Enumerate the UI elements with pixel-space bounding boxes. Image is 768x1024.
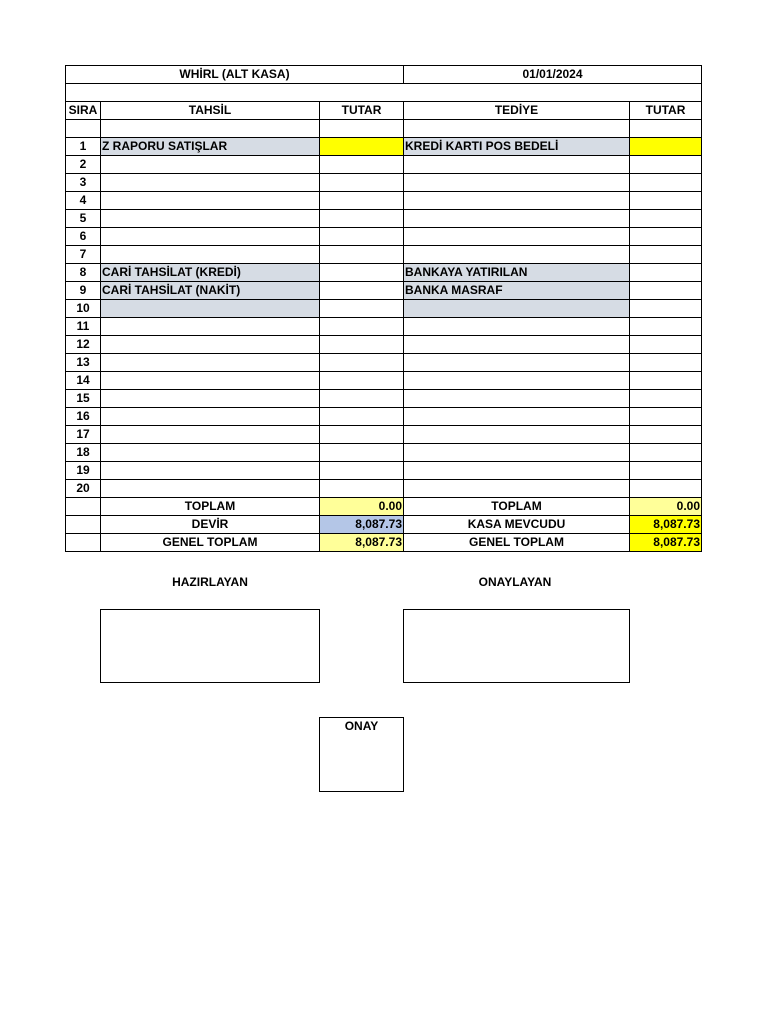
summary-left-label[interactable]: GENEL TOPLAM: [101, 534, 320, 552]
tutar-right-cell[interactable]: [630, 462, 702, 480]
tahsil-cell[interactable]: [101, 246, 320, 264]
table-row: [66, 480, 702, 498]
cash-sheet: [65, 65, 701, 552]
tutar-right-cell[interactable]: [630, 228, 702, 246]
tutar-left-cell[interactable]: [320, 390, 404, 408]
tediye-cell[interactable]: [404, 246, 630, 264]
table-row: [66, 192, 702, 210]
approved-label: ONAYLAYAN: [478, 575, 552, 589]
prepared-signature-box[interactable]: [100, 609, 320, 683]
table-row: [66, 228, 702, 246]
summary-right-label[interactable]: KASA MEVCUDU: [404, 516, 630, 534]
table-row: [66, 174, 702, 192]
tediye-cell[interactable]: [404, 372, 630, 390]
tediye-cell[interactable]: BANKAYA YATIRILAN: [404, 264, 630, 282]
table-row: [66, 336, 702, 354]
tediye-cell[interactable]: [404, 336, 630, 354]
cash-table: [65, 65, 702, 552]
tediye-cell[interactable]: KREDİ KARTI POS BEDELİ: [404, 138, 630, 156]
table-row: [66, 372, 702, 390]
tutar-left-cell[interactable]: [320, 138, 404, 156]
tahsil-cell[interactable]: [101, 228, 320, 246]
tahsil-cell[interactable]: [101, 408, 320, 426]
tutar-left-cell[interactable]: [320, 228, 404, 246]
col-header-tutar-left[interactable]: TUTAR: [320, 102, 404, 120]
blank-cell[interactable]: [66, 516, 101, 534]
summary-row: [66, 498, 702, 516]
table-row: [66, 156, 702, 174]
tutar-right-cell[interactable]: [630, 156, 702, 174]
row-number[interactable]: 6: [66, 228, 101, 246]
row-number[interactable]: 15: [66, 390, 101, 408]
tutar-left-cell[interactable]: [320, 426, 404, 444]
tutar-right-cell[interactable]: [630, 210, 702, 228]
tediye-cell[interactable]: [404, 408, 630, 426]
table-row: [66, 318, 702, 336]
col-header-tahsil[interactable]: TAHSİL: [101, 102, 320, 120]
summary-right-label[interactable]: TOPLAM: [404, 498, 630, 516]
table-row: [66, 444, 702, 462]
tediye-cell[interactable]: [404, 480, 630, 498]
tutar-left-cell[interactable]: [320, 282, 404, 300]
row-number[interactable]: 4: [66, 192, 101, 210]
spacer-row[interactable]: [66, 84, 702, 102]
tahsil-cell[interactable]: [101, 372, 320, 390]
tutar-left-cell[interactable]: [320, 264, 404, 282]
table-row: [66, 264, 702, 282]
table-row: [66, 246, 702, 264]
tutar-right-cell[interactable]: [630, 174, 702, 192]
col-header-tediye[interactable]: TEDİYE: [404, 102, 630, 120]
tutar-right-cell[interactable]: [630, 300, 702, 318]
row-number[interactable]: 19: [66, 462, 101, 480]
table-row: [66, 282, 702, 300]
row-number[interactable]: 20: [66, 480, 101, 498]
tutar-right-cell[interactable]: [630, 408, 702, 426]
tutar-left-cell[interactable]: [320, 480, 404, 498]
row-number[interactable]: 10: [66, 300, 101, 318]
summary-row: [66, 516, 702, 534]
tutar-right-cell[interactable]: [630, 372, 702, 390]
row-number[interactable]: 8: [66, 264, 101, 282]
blank-cell[interactable]: [66, 498, 101, 516]
tutar-right-cell[interactable]: [630, 282, 702, 300]
tutar-right-cell[interactable]: [630, 192, 702, 210]
summary-right-label[interactable]: GENEL TOPLAM: [404, 534, 630, 552]
tahsil-cell[interactable]: Z RAPORU SATIŞLAR: [101, 138, 320, 156]
row-number[interactable]: 2: [66, 156, 101, 174]
row-number[interactable]: 7: [66, 246, 101, 264]
row-number[interactable]: 12: [66, 336, 101, 354]
tahsil-cell[interactable]: [101, 462, 320, 480]
tediye-cell[interactable]: [404, 426, 630, 444]
tediye-cell[interactable]: [404, 228, 630, 246]
tahsil-cell[interactable]: [101, 210, 320, 228]
tutar-right-cell[interactable]: [630, 426, 702, 444]
tutar-left-cell[interactable]: [320, 372, 404, 390]
tahsil-cell[interactable]: [101, 192, 320, 210]
summary-left-label[interactable]: TOPLAM: [101, 498, 320, 516]
blank-cell[interactable]: [404, 120, 630, 138]
tediye-cell[interactable]: [404, 318, 630, 336]
approval-box[interactable]: [319, 717, 404, 792]
tutar-right-cell[interactable]: [630, 444, 702, 462]
row-number[interactable]: 17: [66, 426, 101, 444]
tutar-left-cell[interactable]: [320, 318, 404, 336]
tahsil-cell[interactable]: [101, 480, 320, 498]
tediye-cell[interactable]: [404, 300, 630, 318]
row-number[interactable]: 5: [66, 210, 101, 228]
blank-cell[interactable]: [66, 534, 101, 552]
col-header-sira[interactable]: SIRA: [66, 102, 101, 120]
row-number[interactable]: 16: [66, 408, 101, 426]
tahsil-cell[interactable]: [101, 354, 320, 372]
tutar-left-cell[interactable]: [320, 300, 404, 318]
summary-left-value[interactable]: 8,087.73: [320, 516, 404, 534]
tutar-left-cell[interactable]: [320, 246, 404, 264]
table-row: [66, 138, 702, 156]
tutar-right-cell[interactable]: [630, 336, 702, 354]
tutar-right-cell[interactable]: [630, 318, 702, 336]
tediye-cell[interactable]: [404, 156, 630, 174]
row-number[interactable]: 9: [66, 282, 101, 300]
tediye-cell[interactable]: [404, 210, 630, 228]
approval-label: ONAY: [344, 719, 379, 733]
tediye-cell[interactable]: [404, 444, 630, 462]
tahsil-cell[interactable]: [101, 300, 320, 318]
tutar-left-cell[interactable]: [320, 444, 404, 462]
sheet-title[interactable]: WHİRL (ALT KASA): [66, 66, 404, 84]
tahsil-cell[interactable]: [101, 174, 320, 192]
tahsil-cell[interactable]: CARİ TAHSİLAT (NAKİT): [101, 282, 320, 300]
tutar-left-cell[interactable]: [320, 174, 404, 192]
sheet-date[interactable]: 01/01/2024: [404, 66, 702, 84]
summary-row: [66, 534, 702, 552]
summary-right-value[interactable]: 8,087.73: [630, 516, 702, 534]
table-row: [66, 408, 702, 426]
table-row: [66, 300, 702, 318]
col-header-tutar-right[interactable]: TUTAR: [630, 102, 702, 120]
table-row: [66, 354, 702, 372]
approved-signature-box[interactable]: [403, 609, 630, 683]
table-row: [66, 390, 702, 408]
row-number[interactable]: 1: [66, 138, 101, 156]
tediye-cell[interactable]: [404, 354, 630, 372]
row-number[interactable]: 3: [66, 174, 101, 192]
tahsil-cell[interactable]: [101, 156, 320, 174]
blank-cell[interactable]: [66, 120, 101, 138]
table-row: [66, 462, 702, 480]
tutar-right-cell[interactable]: [630, 264, 702, 282]
summary-right-value[interactable]: 8,087.73: [630, 534, 702, 552]
tutar-left-cell[interactable]: [320, 408, 404, 426]
blank-cell[interactable]: [320, 120, 404, 138]
tutar-right-cell[interactable]: [630, 246, 702, 264]
tediye-cell[interactable]: [404, 390, 630, 408]
row-number[interactable]: 18: [66, 444, 101, 462]
tediye-cell[interactable]: [404, 192, 630, 210]
tutar-right-cell[interactable]: [630, 138, 702, 156]
tutar-right-cell[interactable]: [630, 480, 702, 498]
summary-right-value[interactable]: 0.00: [630, 498, 702, 516]
tahsil-cell[interactable]: [101, 426, 320, 444]
tutar-left-cell[interactable]: [320, 354, 404, 372]
tahsil-cell[interactable]: [101, 318, 320, 336]
tediye-cell[interactable]: BANKA MASRAF: [404, 282, 630, 300]
tahsil-cell[interactable]: [101, 336, 320, 354]
summary-left-value[interactable]: 8,087.73: [320, 534, 404, 552]
tutar-left-cell[interactable]: [320, 210, 404, 228]
tahsil-cell[interactable]: [101, 390, 320, 408]
row-number[interactable]: 14: [66, 372, 101, 390]
row-number[interactable]: 13: [66, 354, 101, 372]
table-row: [66, 426, 702, 444]
blank-cell[interactable]: [630, 120, 702, 138]
tediye-cell[interactable]: [404, 462, 630, 480]
table-row: [66, 210, 702, 228]
tutar-left-cell[interactable]: [320, 156, 404, 174]
summary-left-value[interactable]: 0.00: [320, 498, 404, 516]
tutar-right-cell[interactable]: [630, 390, 702, 408]
summary-left-label[interactable]: DEVİR: [101, 516, 320, 534]
tahsil-cell[interactable]: [101, 444, 320, 462]
tutar-left-cell[interactable]: [320, 336, 404, 354]
row-number[interactable]: 11: [66, 318, 101, 336]
tutar-left-cell[interactable]: [320, 192, 404, 210]
tutar-left-cell[interactable]: [320, 462, 404, 480]
tutar-right-cell[interactable]: [630, 354, 702, 372]
tediye-cell[interactable]: [404, 174, 630, 192]
prepared-label: HAZIRLAYAN: [172, 575, 248, 589]
blank-cell[interactable]: [101, 120, 320, 138]
tahsil-cell[interactable]: CARİ TAHSİLAT (KREDİ): [101, 264, 320, 282]
